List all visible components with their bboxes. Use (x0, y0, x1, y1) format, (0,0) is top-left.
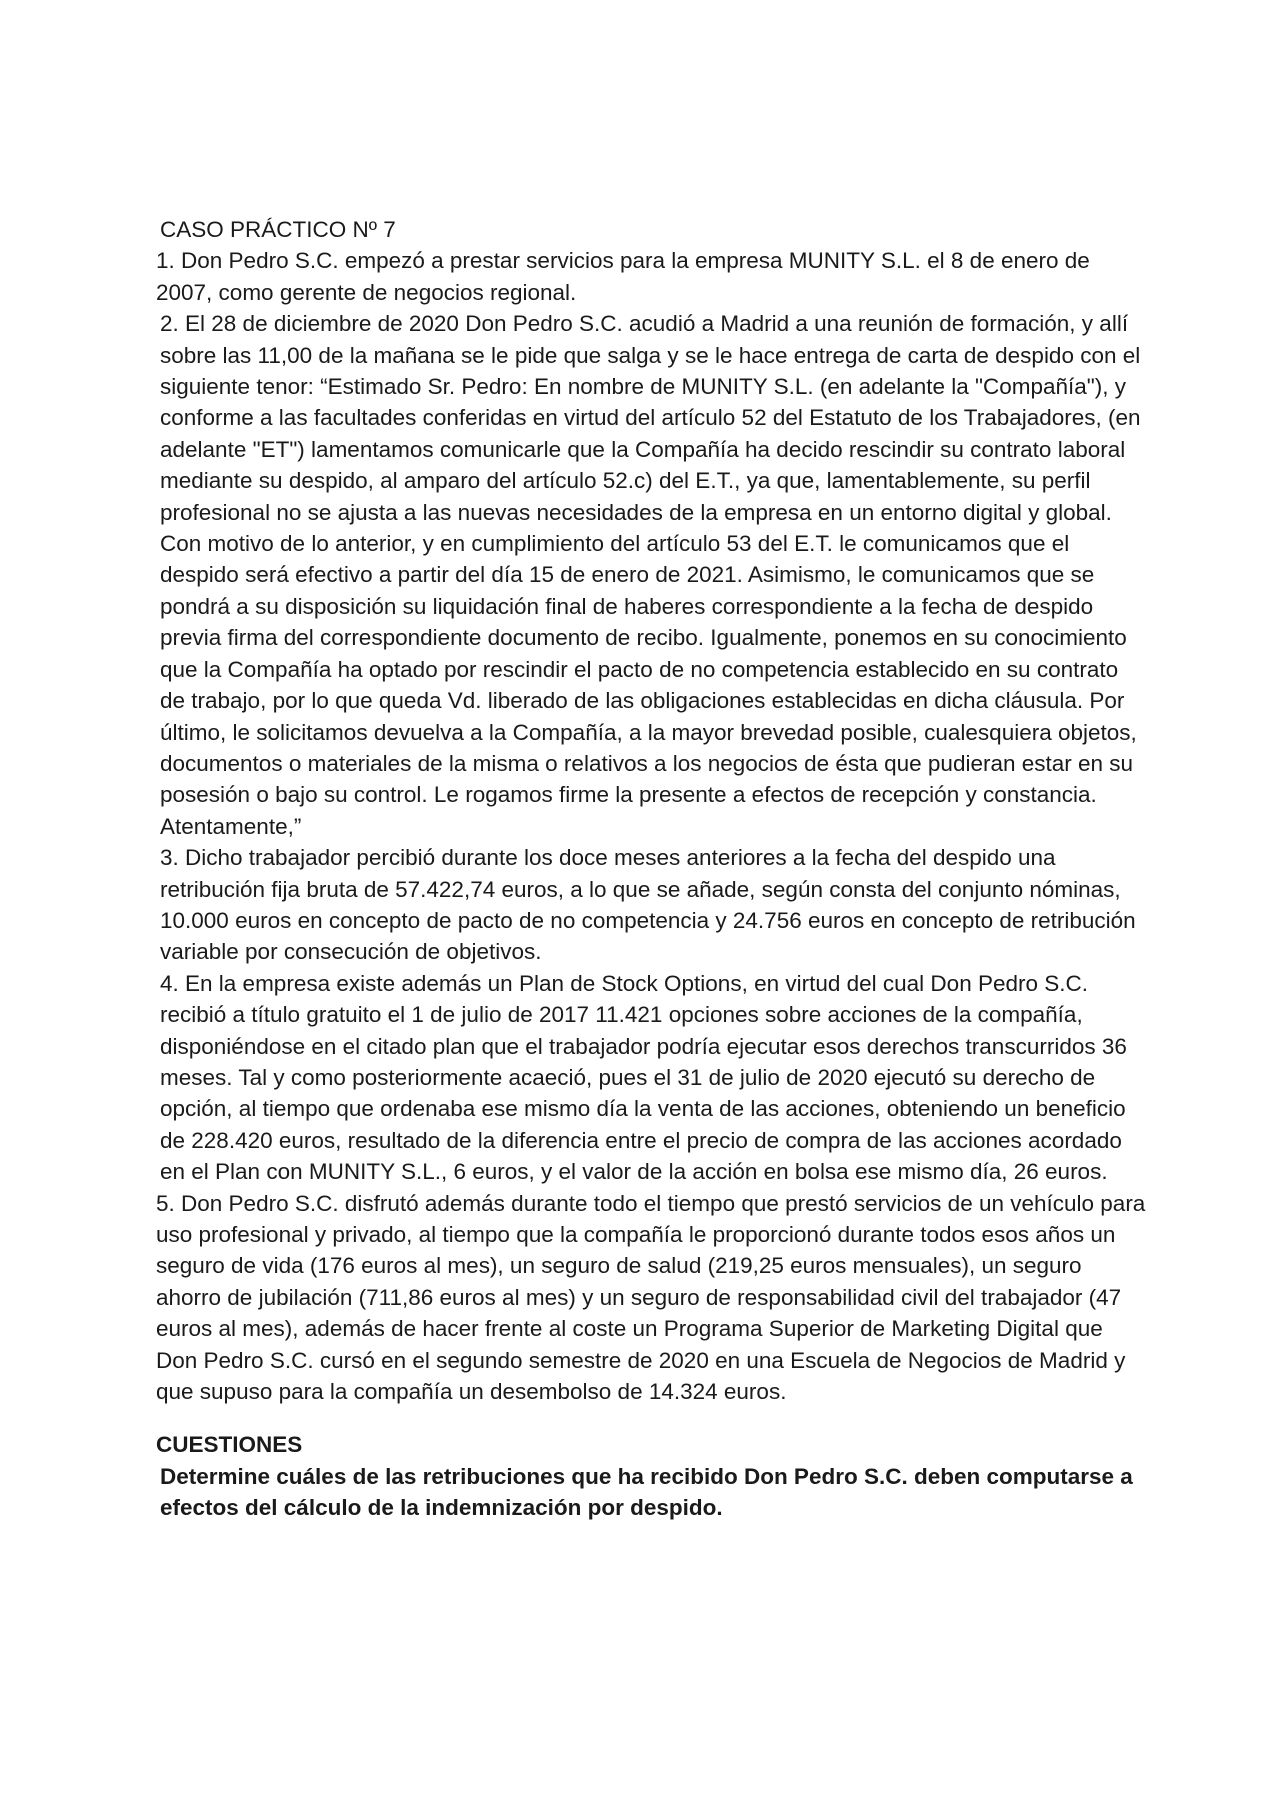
section-gap (156, 1407, 1146, 1429)
paragraph-1: 1. Don Pedro S.C. empezó a prestar servicios para la empresa MUNITY S.L. el 8 de enero de 2007, como gerente de negocios regional. (156, 248, 1090, 305)
paragraph-2: 2. El 28 de diciembre de 2020 Don Pedro S.C. acudió a Madrid a una reunión de formación, y allí sobre las 11,00 de la mañana se le pide que salga y se le hace entrega de carta de despido con el siguiente tenor: “Estimado Sr. Pedro: En nombre de MUNITY S.L. (en adelante la "Compañía"), y conforme a las facultades conferidas en virtud del artículo 52 del Estatuto de los Trabajadores, (en adelante "ET") lamentamos comunicarle que la Compañía ha decido rescindir su contrato laboral mediante su despido, al amparo del artículo 52.c) del E.T., ya que, lamentablemente, su perfil profesional no se ajusta a las nuevas necesidades de la empresa en un entorno digital y global. Con motivo de lo anterior, y en cumplimiento del artículo 53 del E.T. le comunicamos que el despido será efectivo a partir del día 15 de enero de 2021. Asimismo, le comunicamos que se pondrá a su disposición su liquidación final de haberes correspondiente a la fecha de despido previa firma del correspondiente documento de recibo. Igualmente, ponemos en su conocimiento que la Compañía ha optado por rescindir el pacto de no competencia establecido en su contrato de trabajo, por lo que queda Vd. liberado de las obligaciones establecidas en dicha cláusula. Por último, le solicitamos devuelva a la Compañía, a la mayor brevedad posible, cualesquiera objetos, documentos o materiales de la misma o relativos a los negocios de ésta que pudieran estar en su posesión o bajo su control. Le rogamos firme la presente a efectos de recepción y constancia. Atentamente,” (160, 311, 1141, 839)
question-text: Determine cuáles de las retribuciones que ha recibido Don Pedro S.C. deben computarse a efectos del cálculo de la indemnización por despido. (160, 1463, 1133, 1521)
paragraph-3: 3. Dicho trabajador percibió durante los doce meses anteriores a la fecha del despido una retribución fija bruta de 57.422,74 euros, a lo que se añade, según consta del conjunto nóminas, 10.000 euros en concepto de pacto de no competencia y 24.756 euros en concepto de retribución variable por consecución de objetivos. (160, 845, 1136, 965)
paragraph-5: 5. Don Pedro S.C. disfrutó además durante todo el tiempo que prestó servicios de un vehículo para uso profesional y privado, al tiempo que la compañía le proporcionó durante todos esos años un seguro de vida (176 euros al mes), un seguro de salud (219,25 euros mensuales), un seguro ahorro de jubilación (711,86 euros al mes) y un seguro de responsabilidad civil del trabajador (47 euros al mes), además de hacer frente al coste un Programa Superior de Marketing Digital que Don Pedro S.C. cursó en el segundo semestre de 2020 en una Escuela de Negocios de Madrid y que supuso para la compañía un desembolso de 14.324 euros. (156, 1190, 1146, 1405)
paragraph-4: 4. En la empresa existe además un Plan de Stock Options, en virtud del cual Don Pedro S.C. recibió a título gratuito el 1 de julio de 2017 11.421 opciones sobre acciones de la compañía, disponiéndose en el citado plan que el trabajador podría ejecutar esos derechos transcurridos 36 meses. Tal y como posteriormente acaeció, pues el 31 de julio de 2020 ejecutó su derecho de opción, al tiempo que ordenaba ese mismo día la venta de las acciones, obteniendo un beneficio de 228.420 euros, resultado de la diferencia entre el precio de compra de las acciones acordado en el Plan con MUNITY S.L., 6 euros, y el valor de la acción en bolsa ese mismo día, 26 euros. (160, 970, 1127, 1185)
document-body (156, 214, 1146, 1524)
questions-heading: CUESTIONES (156, 1432, 303, 1458)
document-title: CASO PRÁCTICO Nº 7 (160, 217, 396, 242)
